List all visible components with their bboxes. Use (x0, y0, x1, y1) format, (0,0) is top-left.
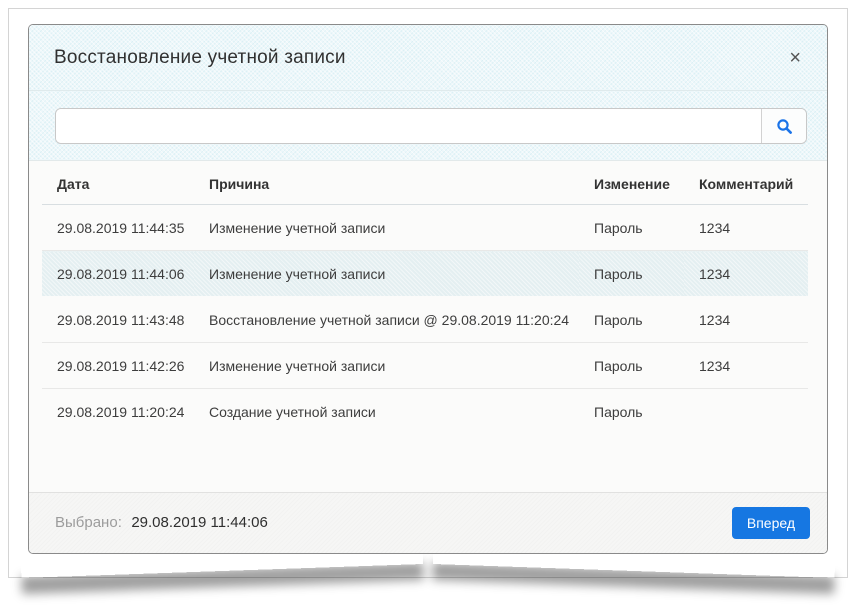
cell-reason: Изменение учетной записи (194, 251, 579, 297)
column-header-date: Дата (42, 161, 194, 205)
cell-change: Пароль (579, 205, 684, 251)
dialog-footer (29, 492, 827, 553)
cell-date: 29.08.2019 11:43:48 (42, 297, 194, 343)
cell-comment: 1234 (684, 297, 808, 343)
cell-date: 29.08.2019 11:44:35 (42, 205, 194, 251)
forward-button[interactable]: Вперед (732, 507, 810, 539)
close-icon: × (789, 46, 801, 69)
cell-change: Пароль (579, 343, 684, 389)
table-row[interactable] (42, 297, 808, 343)
screenshot-frame (8, 8, 848, 578)
selected-info (55, 514, 268, 532)
cell-comment: 1234 (684, 343, 808, 389)
cell-comment: 1234 (684, 251, 808, 297)
search-button[interactable] (761, 109, 806, 143)
table-row[interactable] (42, 389, 808, 435)
cell-reason: Изменение учетной записи (194, 343, 579, 389)
search-input-group (55, 108, 807, 144)
cell-change: Пароль (579, 251, 684, 297)
cell-date: 29.08.2019 11:44:06 (42, 251, 194, 297)
cell-reason: Восстановление учетной записи @ 29.08.2019 11:20:24 (194, 297, 579, 343)
cell-change: Пароль (579, 297, 684, 343)
cell-reason: Изменение учетной записи (194, 205, 579, 251)
table-row[interactable] (42, 343, 808, 389)
close-button[interactable] (785, 46, 805, 70)
cell-date: 29.08.2019 11:20:24 (57, 403, 185, 420)
column-header-comment: Комментарий (684, 161, 808, 205)
column-header-reason: Причина (194, 161, 579, 205)
cell-comment: 1234 (684, 205, 808, 251)
cell-change: Пароль (594, 403, 643, 420)
cell-date: 29.08.2019 11:42:26 (42, 343, 194, 389)
search-icon (776, 118, 793, 135)
table-header-row (42, 161, 808, 205)
dialog-header (29, 25, 827, 91)
table-row-selected[interactable] (42, 251, 808, 297)
dialog-title: Восстановление учетной записи (54, 46, 346, 68)
column-header-change: Изменение (579, 161, 684, 205)
table-row[interactable] (42, 205, 808, 251)
cell-comment (684, 389, 808, 435)
search-bar-section (29, 91, 827, 161)
account-recovery-dialog (28, 24, 828, 554)
cell-reason: Создание учетной записи (209, 403, 376, 420)
selected-value: 29.08.2019 11:44:06 (131, 514, 268, 531)
search-input[interactable] (56, 109, 761, 143)
history-table-section (29, 161, 827, 492)
selected-label: Выбрано: (55, 514, 122, 531)
history-table (42, 161, 808, 435)
